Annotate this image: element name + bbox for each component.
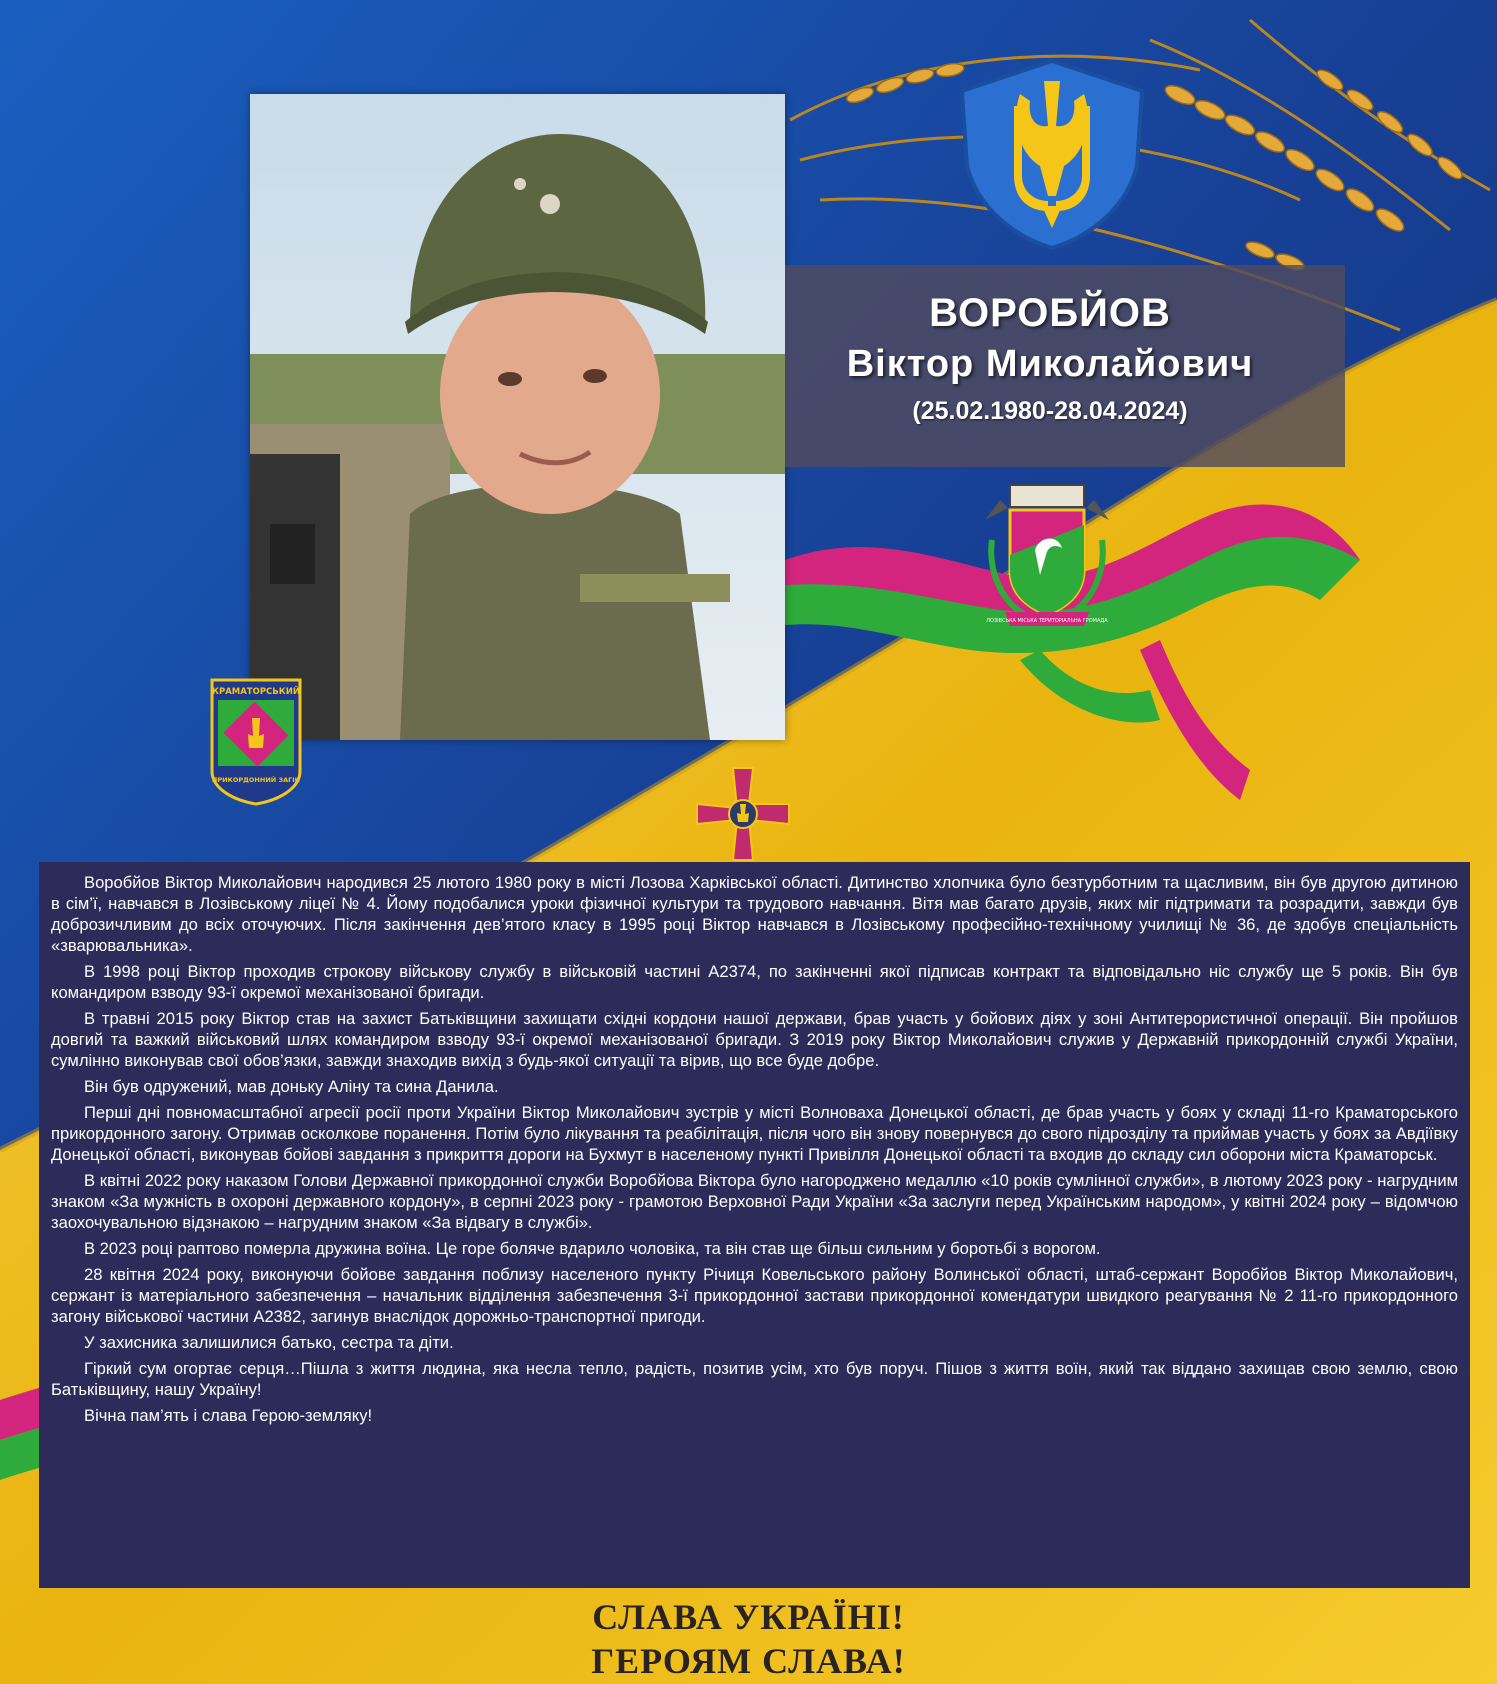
- kramatorsk-border-detachment-emblem-icon: [208, 676, 304, 806]
- slogan-glory-ukraine: СЛАВА УКРАЇНІ!: [592, 1597, 905, 1637]
- bio-paragraph: Він був одружений, мав доньку Аліну та сина Данила.: [84, 1077, 499, 1096]
- soldier-photo: [250, 94, 785, 740]
- lozova-city-coat-of-arms-icon: [980, 480, 1114, 630]
- slogan-glory-heroes: ГЕРОЯМ СЛАВА!: [591, 1641, 906, 1681]
- bio-paragraph: У захисника залишилися батько, сестра та діти.: [84, 1333, 454, 1352]
- name-panel: [785, 265, 1345, 467]
- border-unit-top-label: КРАМАТОРСЬКИЙ: [212, 687, 300, 697]
- bio-paragraph: 28 квітня 2024 року, виконуючи бойове завдання поблизу населеного пункту Річиця Ковельського району Волинської області, штаб-сержант Воробйов Віктор Миколайович, сержант із матеріального забезпечення – начальник відділення забезпечення 3-ї прикордонної застави прикордонної комендатури швидкого реагування № 2 11-го прикордонного загону військової частини А2382, загинув внаслідок дорожньо-транспортної пригоди.: [51, 1265, 1458, 1326]
- bio-paragraph: Перші дні повномасштабної агресії росії проти України Віктор Миколайович зустрів у місті Волноваха Донецької області, де брав участь у боях у складі 11-го Краматорського прикордонного загону. Отримав осколкове поранення. Потім було лікування та реабілітація, після чого він знову повернувся до свого підрозділу та приймав участь у боях за Авдіївку Донецької області, виконував бойові завдання з прикриття дороги на Бухмут в населеному пункті Привілля Донецької області та входив до складу сил оборони міста Краматорськ.: [51, 1103, 1458, 1164]
- border-unit-bottom-label: ПРИКОРДОННИЙ ЗАГІН: [211, 776, 301, 784]
- given-names: Віктор Миколайович: [846, 343, 1254, 385]
- bio-paragraph: В 1998 році Віктор проходив строкову військову службу в військовій частині А2374, по закінченні якої підписав контракт та відповідально ніс службу ще 5 років. Він був командиром взводу 93-ї окремої механізованої бригади.: [51, 962, 1458, 1002]
- bio-paragraph: Гіркий сум огортає серця…Пішла з життя людина, яка несла тепло, радість, позитив усім, хто був поруч. Пішов з життя воїн, який так віддано захищав свою землю, свою Батьківщину, нашу Україну!: [51, 1359, 1458, 1399]
- bio-paragraph: Вічна пам’ять і слава Герою-земляку!: [84, 1406, 373, 1425]
- surname: ВОРОБЙОВ: [929, 291, 1171, 335]
- bio-paragraph: В 2023 році раптово померла дружина воїна. Це горе боляче вдарило чоловіка, та він став ще більш сильним у боротьбі з ворогом.: [84, 1239, 1101, 1258]
- ukraine-trident-shield-icon: [952, 56, 1152, 251]
- life-dates: (25.02.1980-28.04.2024): [912, 397, 1188, 425]
- bio-paragraph: В квітні 2022 року наказом Голови Державної прикордонної служби Воробйова Віктора було нагороджено медаллю «10 років сумлінної служби», в лютому 2023 року - нагрудним знаком «За мужність в охороні державного кордону», в серпні 2023 року - грамотою Верховної Ради України «За заслуги перед Українським народом», у квітні 2024 року – відомчою заохочувальною відзнакою – нагрудним знаком «За відвагу в службі».: [51, 1171, 1458, 1232]
- bio-paragraph: Воробйов Віктор Миколайович народився 25 лютого 1980 року в місті Лозова Харківської області. Дитинство хлопчика було безтурботним та щасливим, він був другою дитиною в сім’ї, навчався в Лозівському ліцеї № 4. Йому подобалися уроки фізичної культури та трудового навчання. Вітя мав багато друзів, яких міг підтримати та розрадити, завжди був доброзичливим до всіх оточуючих. Після закінчення дев’ятого класу в 1995 році Віктор навчався в Лозівському професійно-технічному училищі № 36, де здобув спеціальність «зварювальника».: [51, 873, 1458, 955]
- biography-panel: [39, 862, 1470, 1588]
- city-emblem-caption: ЛОЗІВСЬКА МІСЬКА ТЕРИТОРІАЛЬНА ГРОМАДА: [986, 618, 1108, 624]
- bio-paragraph: В травні 2015 року Віктор став на захист Батьківщини захищати східні кордони нашої держави, брав участь у бойових діях у зоні Антитерористичної операції. Він пройшов довгий та важкий військовий шлях командиром взводу 93-ї окремої механізованої бригади. З 2019 року Віктор Миколайович служив у Державній прикордонній службі України, сумлінно виконував свої обов’язки, завжди знаходив вихід з будь-якої ситуації та вірив, що все буде добре.: [51, 1009, 1458, 1070]
- armed-forces-cross-icon: [695, 766, 791, 862]
